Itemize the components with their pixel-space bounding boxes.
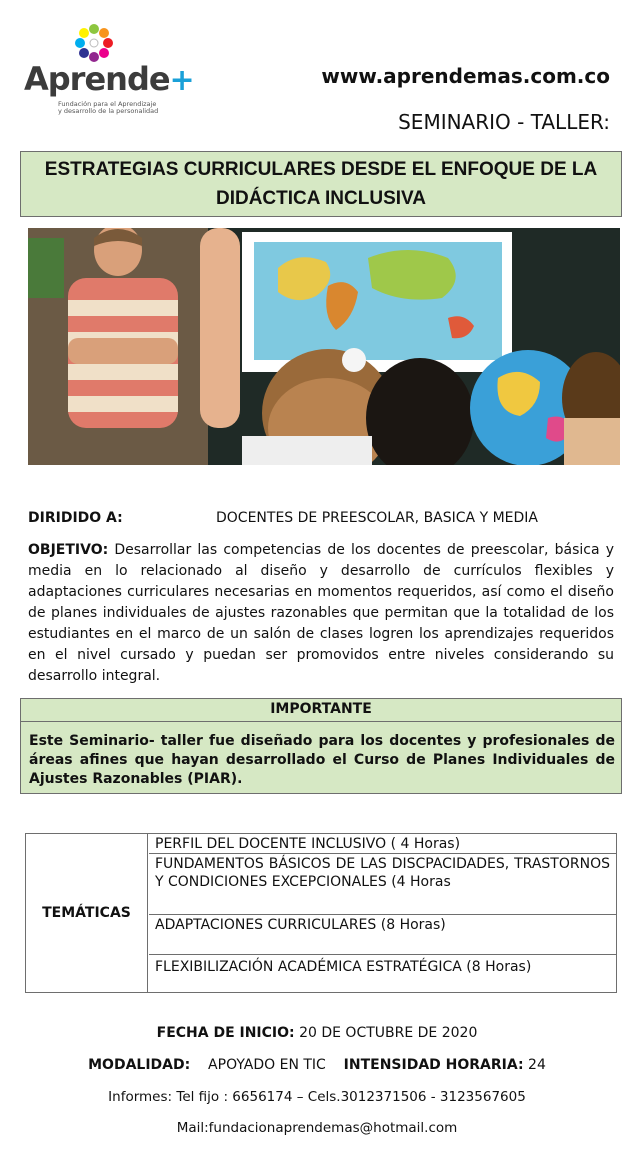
modalidad-label: MODALIDAD:: [88, 1057, 191, 1073]
importante-divider: [21, 721, 621, 722]
dirigido-value: DOCENTES DE PREESCOLAR, BASICA Y MEDIA: [216, 510, 538, 526]
website-url[interactable]: www.aprendemas.com.co: [321, 64, 610, 88]
tematicas-label: TEMÁTICAS: [26, 834, 148, 992]
objetivo-paragraph: [28, 540, 614, 687]
tematica-item: PERFIL DEL DOCENTE INCLUSIVO ( 4 Horas): [149, 834, 616, 854]
event-type: SEMINARIO - TALLER:: [398, 110, 610, 134]
tematica-item: FLEXIBILIZACIÓN ACADÉMICA ESTRATÉGICA (8 Horas): [155, 959, 532, 975]
page-title: ESTRATEGIAS CURRICULARES DESDE EL ENFOQUE DE LA DIDÁCTICA INCLUSIVA: [44, 159, 598, 209]
logo-wordmark: Aprende+: [24, 60, 194, 98]
modalidad-row: [0, 1057, 634, 1073]
dirigido-label: DIRIDIDO A:: [28, 510, 123, 526]
title-banner: [20, 151, 622, 217]
tematica-item: FUNDAMENTOS BÁSICOS DE LAS DISCPACIDADES, TRASTORNOS Y CONDICIONES EXCEPCIONALES (4 Horas: [149, 854, 616, 915]
mail-contact[interactable]: Mail:fundacionaprendemas@hotmail.com: [176, 1120, 458, 1136]
classroom-illustration: [28, 228, 620, 465]
logo-tagline: Fundación para el Aprendizaje y desarrollo de la personalidad: [58, 100, 159, 115]
fecha-label: FECHA DE INICIO:: [156, 1025, 295, 1041]
objetivo-label: OBJETIVO:: [28, 542, 109, 558]
tematicas-table: [25, 833, 617, 993]
objetivo-text: Desarrollar las competencias de los docentes de preescolar, básica y media en lo relacionado al diseño y desarrollo de currículos flexibles y adaptaciones curriculares necesarias en momentos requeridos, así como el diseño de planes individuales de ajustes razonables que permitan que la totalidad de los estudiantes en el marco de un salón de clases logren los aprendizajes requeridos en el nivel cursado y puedan ser promovidos entre niveles considerando su desarrollo integral.: [28, 542, 614, 684]
modalidad-value: APOYADO EN TIC: [208, 1057, 326, 1073]
intensidad-value: 24: [528, 1057, 546, 1073]
importante-text: Este Seminario- taller fue diseñado para los docentes y profesionales de áreas afines que hayan desarrollado el Curso de Planes Individuales de Ajustes Razonables (PIAR).: [29, 733, 615, 787]
fecha-value: 20 DE OCTUBRE DE 2020: [299, 1025, 478, 1041]
importante-box: [20, 698, 622, 794]
logo: [20, 22, 194, 122]
classroom-photo: [28, 228, 620, 465]
tematica-item: ADAPTACIONES CURRICULARES (8 Horas): [149, 915, 616, 955]
informes-contact: Informes: Tel fijo : 6656174 – Cels.3012371506 - 3123567605: [108, 1089, 526, 1105]
intensidad-label: INTENSIDAD HORARIA:: [343, 1057, 524, 1073]
importante-title: IMPORTANTE: [270, 701, 372, 717]
fecha-inicio: [0, 1025, 634, 1041]
